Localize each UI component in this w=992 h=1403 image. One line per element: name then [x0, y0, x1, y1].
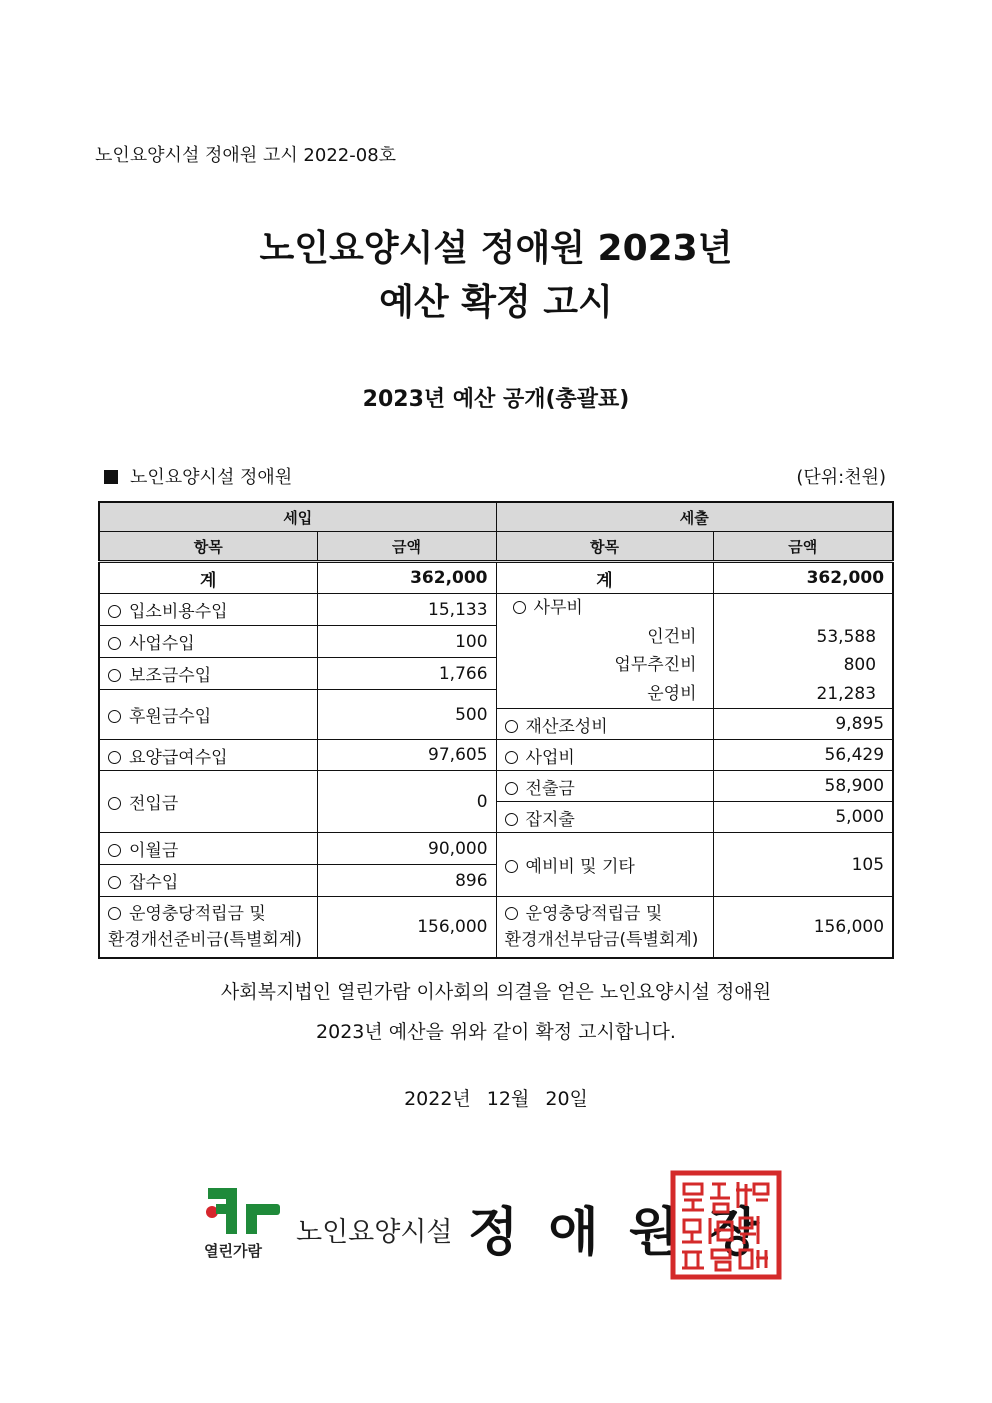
revenue-amount: 896	[317, 865, 496, 897]
revenue-amount: 97,605	[317, 740, 496, 771]
revenue-amount: 15,133	[317, 594, 496, 626]
revenue-amount: 1,766	[317, 658, 496, 690]
revenue-total-label: 계	[99, 562, 317, 594]
circle-bullet-icon	[505, 720, 518, 733]
budget-summary-table	[98, 501, 894, 959]
circle-bullet-icon	[108, 605, 121, 618]
expense-sub-item: 업무추진비	[614, 655, 697, 675]
circle-bullet-icon	[513, 601, 526, 614]
circle-bullet-icon	[108, 907, 121, 920]
circle-bullet-icon	[108, 797, 121, 810]
revenue-amount: 0	[317, 771, 496, 833]
expense-amount: 9,895	[713, 709, 893, 740]
square-bullet-icon	[104, 470, 118, 484]
title-line-2: 예산 확정 고시	[379, 282, 613, 323]
circle-bullet-icon	[505, 751, 518, 764]
circle-bullet-icon	[108, 876, 121, 889]
org-line	[104, 463, 292, 489]
facility-label: 노인요양시설	[296, 1217, 453, 1248]
revenue-item: 요양급여수입	[99, 740, 317, 771]
table-row	[99, 833, 893, 865]
expense-amount: 5,000	[713, 802, 893, 833]
table-row	[99, 594, 893, 626]
table-header-row	[99, 502, 893, 532]
circle-bullet-icon	[505, 813, 518, 826]
revenue-item: 이월금	[99, 833, 317, 865]
expense-sub-amount: 21,283	[816, 683, 877, 704]
notice-number: 노인요양시설 정애원 고시 2022-08호	[95, 145, 397, 166]
circle-bullet-icon	[108, 710, 121, 723]
expense-amount: 105	[713, 833, 893, 897]
decision-line-1: 사회복지법인 열린가람 이사회의 의결을 얻은 노인요양시설 정애원	[220, 981, 772, 1003]
circle-bullet-icon	[505, 907, 518, 920]
expense-office-amount	[713, 594, 893, 709]
notice-date: 2022년 12월 20일	[404, 1088, 588, 1110]
expense-office-item: 사무비 인건비 업무추진비 운영비	[496, 594, 713, 709]
expense-total-amount: 362,000	[713, 562, 893, 594]
page-title	[0, 222, 992, 330]
expense-sub-amount: 800	[843, 655, 877, 675]
revenue-amount: 90,000	[317, 833, 496, 865]
circle-bullet-icon	[505, 860, 518, 873]
revenue-col-amount: 금액	[317, 532, 496, 562]
unit-label: (단위:천원)	[796, 467, 886, 488]
revenue-amount: 500	[317, 690, 496, 740]
expense-amount: 58,900	[713, 771, 893, 802]
expense-total-label: 계	[496, 562, 713, 594]
expense-item: 전출금	[496, 771, 713, 802]
director-title: 정 애 원 장	[468, 1202, 766, 1263]
expense-col-amount: 금액	[713, 532, 893, 562]
circle-bullet-icon	[108, 637, 121, 650]
revenue-item: 전입금	[99, 771, 317, 833]
circle-bullet-icon	[505, 782, 518, 795]
table-row	[99, 740, 893, 771]
circle-bullet-icon	[108, 751, 121, 764]
expense-item: 재산조성비	[496, 709, 713, 740]
expense-header: 세출	[496, 502, 893, 532]
org-name: 노인요양시설 정애원	[130, 467, 293, 488]
revenue-item: 사업수입	[99, 626, 317, 658]
revenue-item: 보조금수입	[99, 658, 317, 690]
revenue-total-amount: 362,000	[317, 562, 496, 594]
expense-amount: 56,429	[713, 740, 893, 771]
revenue-amount: 100	[317, 626, 496, 658]
circle-bullet-icon	[108, 669, 121, 682]
expense-amount: 156,000	[713, 897, 893, 959]
expense-item: 운영충당적립금 및 환경개선부담금(특별회계)	[496, 897, 713, 959]
section-subtitle: 2023년 예산 공개(총괄표)	[362, 387, 630, 412]
expense-item: 사업비	[496, 740, 713, 771]
decision-line-2: 2023년 예산을 위와 같이 확정 고시합니다.	[316, 1021, 676, 1043]
revenue-col-item: 항목	[99, 532, 317, 562]
table-row	[99, 897, 893, 959]
logo-text: 열린가람	[204, 1242, 262, 1260]
total-row	[99, 562, 893, 594]
revenue-header: 세입	[99, 502, 496, 532]
table-subheader-row	[99, 532, 893, 562]
expense-item: 예비비 및 기타	[496, 833, 713, 897]
revenue-item: 잡수입	[99, 865, 317, 897]
revenue-item: 운영충당적립금 및 환경개선준비금(특별회계)	[99, 897, 317, 959]
expense-col-item: 항목	[496, 532, 713, 562]
title-line-1: 노인요양시설 정애원 2023년	[259, 228, 733, 269]
expense-sub-amount: 53,588	[816, 626, 877, 647]
official-seal-icon	[670, 1170, 782, 1280]
circle-bullet-icon	[108, 844, 121, 857]
expense-sub-item: 인건비	[647, 626, 697, 647]
revenue-item: 후원금수입	[99, 690, 317, 740]
expense-sub-item: 운영비	[647, 683, 697, 704]
revenue-amount: 156,000	[317, 897, 496, 959]
revenue-item: 입소비용수입	[99, 594, 317, 626]
decision-statement	[0, 972, 992, 1052]
expense-item: 잡지출	[496, 802, 713, 833]
